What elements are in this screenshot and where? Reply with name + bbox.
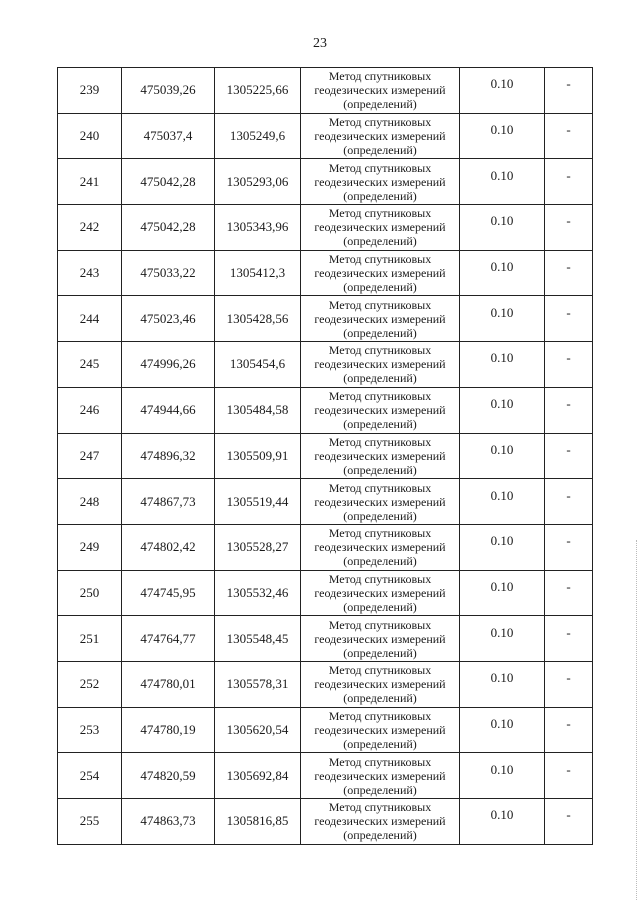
scan-edge-mark [635,540,637,900]
y-coordinate-cell: 1305532,46 [215,570,301,616]
y-coordinate-cell: 1305528,27 [215,524,301,570]
method-cell: Метод спутниковых геодезических измерений (определений) [301,570,460,616]
point-number-cell: 251 [58,616,122,662]
point-number-cell: 247 [58,433,122,479]
accuracy-cell [460,524,545,570]
accuracy-cell-text: 0.10 [490,715,514,731]
accuracy-cell [460,707,545,753]
description-cell-text: - [566,167,571,183]
table-row [58,113,593,159]
accuracy-cell [460,113,545,159]
method-cell: Метод спутниковых геодезических измерений (определений) [301,479,460,525]
description-cell-text: - [566,396,571,412]
accuracy-cell [460,753,545,799]
table-row [58,616,593,662]
description-cell [545,159,593,205]
accuracy-cell [460,342,545,388]
x-coordinate-cell: 474944,66 [122,387,215,433]
table-row [58,296,593,342]
accuracy-cell [460,799,545,845]
description-cell [545,68,593,114]
point-number-cell: 255 [58,799,122,845]
table-row [58,68,593,114]
y-coordinate-cell: 1305578,31 [215,661,301,707]
description-cell [545,799,593,845]
method-cell: Метод спутниковых геодезических измерений (определений) [301,113,460,159]
x-coordinate-cell: 474780,19 [122,707,215,753]
accuracy-cell [460,250,545,296]
accuracy-cell [460,68,545,114]
description-cell [545,250,593,296]
description-cell-text: - [566,259,571,275]
point-number-cell: 244 [58,296,122,342]
accuracy-cell-text: 0.10 [490,761,514,777]
y-coordinate-cell: 1305249,6 [215,113,301,159]
accuracy-cell-text: 0.10 [490,487,514,503]
method-cell: Метод спутниковых геодезических измерений (определений) [301,387,460,433]
description-cell-text: - [566,624,571,640]
point-number-cell: 248 [58,479,122,525]
accuracy-cell [460,616,545,662]
description-cell [545,524,593,570]
description-cell-text: - [566,76,571,92]
y-coordinate-cell: 1305484,58 [215,387,301,433]
accuracy-cell-text: 0.10 [490,350,514,366]
accuracy-cell [460,159,545,205]
accuracy-cell-text: 0.10 [490,578,514,594]
description-cell [545,661,593,707]
x-coordinate-cell: 475037,4 [122,113,215,159]
x-coordinate-cell: 474896,32 [122,433,215,479]
description-cell-text: - [566,578,571,594]
table-row [58,753,593,799]
description-cell-text: - [566,350,571,366]
y-coordinate-cell: 1305692,84 [215,753,301,799]
accuracy-cell [460,433,545,479]
point-number-cell: 252 [58,661,122,707]
point-number-cell: 253 [58,707,122,753]
table-row [58,342,593,388]
point-number-cell: 250 [58,570,122,616]
description-cell [545,616,593,662]
y-coordinate-cell: 1305816,85 [215,799,301,845]
method-cell: Метод спутниковых геодезических измерений (определений) [301,753,460,799]
accuracy-cell [460,661,545,707]
point-number-cell: 239 [58,68,122,114]
point-number-cell: 246 [58,387,122,433]
method-cell: Метод спутниковых геодезических измерений (определений) [301,433,460,479]
table-row [58,661,593,707]
point-number-cell: 249 [58,524,122,570]
point-number-cell: 254 [58,753,122,799]
x-coordinate-cell: 474863,73 [122,799,215,845]
x-coordinate-cell: 475042,28 [122,205,215,251]
y-coordinate-cell: 1305225,66 [215,68,301,114]
y-coordinate-cell: 1305343,96 [215,205,301,251]
page-number: 23 [313,36,327,51]
point-number-cell: 240 [58,113,122,159]
x-coordinate-cell: 474780,01 [122,661,215,707]
accuracy-cell-text: 0.10 [490,670,514,686]
table-row [58,707,593,753]
accuracy-cell-text: 0.10 [490,807,514,823]
point-number-cell: 243 [58,250,122,296]
table-row [58,205,593,251]
description-cell [545,296,593,342]
x-coordinate-cell: 475023,46 [122,296,215,342]
y-coordinate-cell: 1305412,3 [215,250,301,296]
accuracy-cell-text: 0.10 [490,76,514,92]
description-cell [545,205,593,251]
table-row [58,250,593,296]
description-cell [545,387,593,433]
method-cell: Метод спутниковых геодезических измерений (определений) [301,205,460,251]
description-cell [545,433,593,479]
y-coordinate-cell: 1305548,45 [215,616,301,662]
description-cell-text: - [566,441,571,457]
x-coordinate-cell: 475042,28 [122,159,215,205]
x-coordinate-cell: 474764,77 [122,616,215,662]
table-row [58,433,593,479]
accuracy-cell [460,296,545,342]
method-cell: Метод спутниковых геодезических измерений (определений) [301,159,460,205]
description-cell [545,753,593,799]
y-coordinate-cell: 1305454,6 [215,342,301,388]
description-cell-text: - [566,761,571,777]
x-coordinate-cell: 474867,73 [122,479,215,525]
description-cell-text: - [566,213,571,229]
point-number-cell: 241 [58,159,122,205]
method-cell: Метод спутниковых геодезических измерений (определений) [301,707,460,753]
y-coordinate-cell: 1305519,44 [215,479,301,525]
method-cell: Метод спутниковых геодезических измерений (определений) [301,342,460,388]
accuracy-cell-text: 0.10 [490,122,514,138]
method-cell: Метод спутниковых геодезических измерений (определений) [301,296,460,342]
description-cell-text: - [566,807,571,823]
table-row [58,524,593,570]
y-coordinate-cell: 1305620,54 [215,707,301,753]
accuracy-cell-text: 0.10 [490,213,514,229]
accuracy-cell-text: 0.10 [490,167,514,183]
description-cell [545,707,593,753]
table-row [58,570,593,616]
accuracy-cell [460,479,545,525]
accuracy-cell-text: 0.10 [490,441,514,457]
y-coordinate-cell: 1305428,56 [215,296,301,342]
table-row [58,799,593,845]
method-cell: Метод спутниковых геодезических измерений (определений) [301,616,460,662]
x-coordinate-cell: 475039,26 [122,68,215,114]
method-cell: Метод спутниковых геодезических измерений (определений) [301,661,460,707]
table-row [58,159,593,205]
description-cell-text: - [566,670,571,686]
description-cell-text: - [566,487,571,503]
description-cell [545,342,593,388]
description-cell-text: - [566,122,571,138]
method-cell: Метод спутниковых геодезических измерений (определений) [301,250,460,296]
description-cell [545,570,593,616]
accuracy-cell-text: 0.10 [490,533,514,549]
coordinates-table-body [58,68,593,845]
accuracy-cell [460,570,545,616]
accuracy-cell [460,387,545,433]
method-cell: Метод спутниковых геодезических измерений (определений) [301,524,460,570]
method-cell: Метод спутниковых геодезических измерений (определений) [301,68,460,114]
accuracy-cell-text: 0.10 [490,304,514,320]
x-coordinate-cell: 475033,22 [122,250,215,296]
table-row [58,479,593,525]
accuracy-cell-text: 0.10 [490,259,514,275]
x-coordinate-cell: 474802,42 [122,524,215,570]
accuracy-cell [460,205,545,251]
point-number-cell: 242 [58,205,122,251]
x-coordinate-cell: 474996,26 [122,342,215,388]
y-coordinate-cell: 1305509,91 [215,433,301,479]
description-cell [545,113,593,159]
accuracy-cell-text: 0.10 [490,624,514,640]
description-cell-text: - [566,533,571,549]
description-cell-text: - [566,715,571,731]
coordinates-table [57,67,593,845]
description-cell [545,479,593,525]
method-cell: Метод спутниковых геодезических измерений (определений) [301,799,460,845]
x-coordinate-cell: 474820,59 [122,753,215,799]
x-coordinate-cell: 474745,95 [122,570,215,616]
y-coordinate-cell: 1305293,06 [215,159,301,205]
description-cell-text: - [566,304,571,320]
table-row [58,387,593,433]
point-number-cell: 245 [58,342,122,388]
accuracy-cell-text: 0.10 [490,396,514,412]
